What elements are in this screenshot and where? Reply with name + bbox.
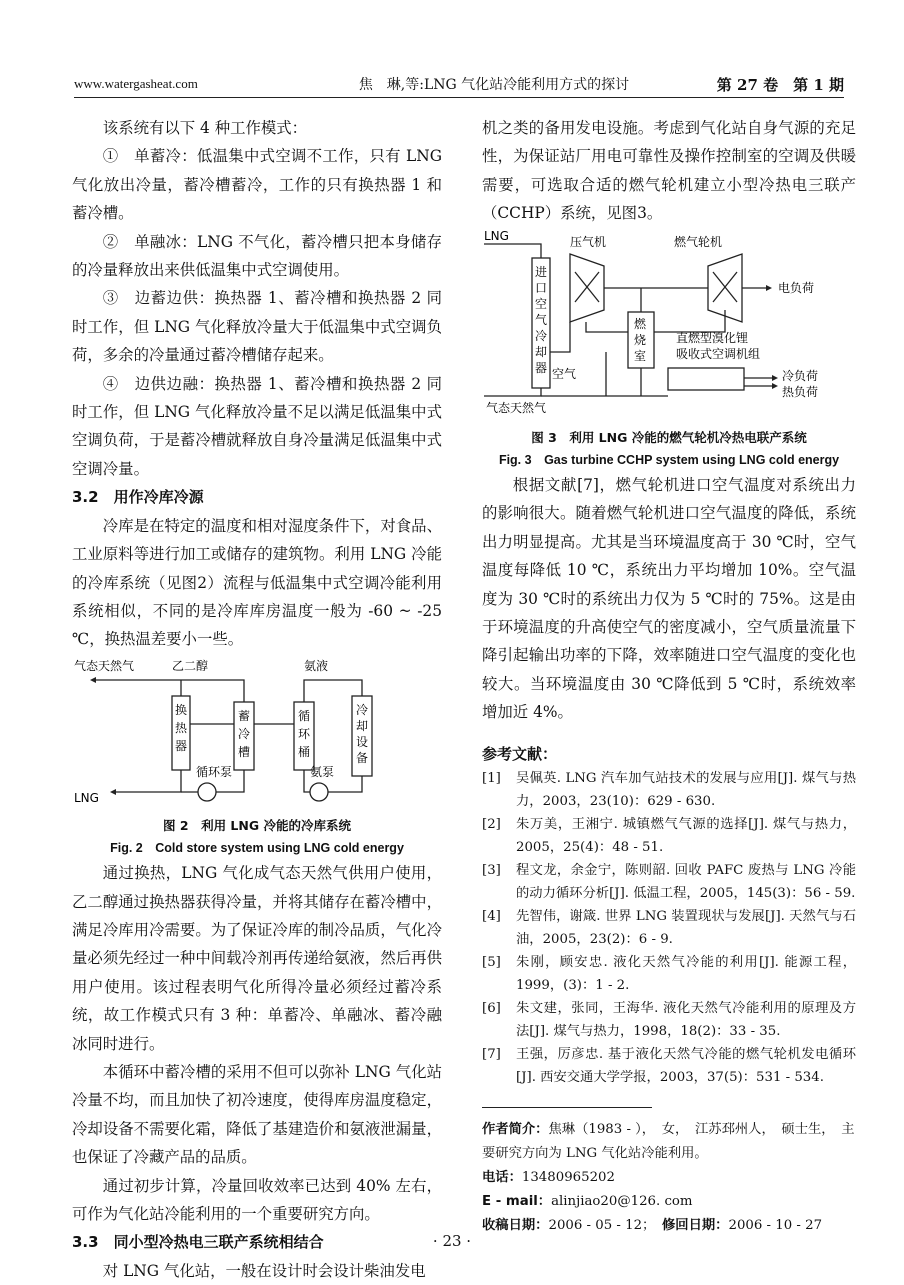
left-paragraph-2: 本循环中蓄冷槽的采用不但可以弥补 LNG 气化站冷量不均，而且加快了初冷速度，使得库房温度稳定，冷却设备不需要化霜，降低了基建造价和氨液泄漏量，也保证了冷藏产品的品质。 bbox=[72, 1062, 442, 1167]
running-header bbox=[74, 74, 844, 98]
fig2-lng: LNG bbox=[74, 790, 99, 805]
figure-3 bbox=[482, 228, 856, 471]
ammonia-pump-icon bbox=[310, 783, 328, 801]
fig2-label-glycol: 乙二醇 bbox=[172, 658, 209, 673]
fig3-heat: 热负荷 bbox=[782, 384, 819, 399]
author-rule bbox=[482, 1107, 652, 1108]
fig2-pump2: 氨泵 bbox=[310, 764, 335, 779]
fig3-cooler-2: 口 bbox=[535, 280, 548, 295]
circulation-pump-icon bbox=[198, 783, 216, 801]
mode-4: ④ 边供边融：换热器 1、蓄冷槽和换热器 2 同时工作，但 LNG 气化释放冷量不足以满足低温集中式空调负荷，于是蓄冷槽就释放自身冷量满足低温集中式空调冷量。 bbox=[72, 374, 442, 478]
fig2-circ-2: 环 bbox=[298, 726, 311, 741]
fig2-hx-3: 器 bbox=[175, 738, 188, 753]
fig3-caption: 图 3 利用 LNG 冷能的燃气轮机冷热电联产系统 bbox=[531, 430, 807, 446]
left-paragraph-3: 通过初步计算，冷量回收效率已达到 40% 左右，可作为气化站冷能利用的一个重要研究方向。 bbox=[72, 1176, 442, 1223]
header-rule bbox=[74, 97, 844, 98]
reference-item: [7] 王强，厉彦忠. 基于液化天然气冷能的燃气轮机发电循环[J]. 西安交通大学学报，2003，37(5)：531 - 534. bbox=[482, 1046, 856, 1085]
fig2-circ-3: 桶 bbox=[298, 744, 311, 759]
reference-item: [3] 程文龙，余金宁，陈则韶. 回收 PAFC 废热与 LNG 冷能的动力循环分析[J]. 低温工程，2005，145(3)：56 - 59. bbox=[482, 862, 856, 901]
left-column bbox=[72, 114, 442, 1285]
dates: 收稿日期：2006 - 05 - 12； 修回日期：2006 - 10 - 27 bbox=[482, 1217, 823, 1233]
fig3-compressor: 压气机 bbox=[570, 234, 607, 249]
fig3-chiller-line2: 吸收式空调机组 bbox=[676, 346, 761, 361]
fig3-caption-en: Fig. 3 Gas turbine CCHP system using LNG cold energy bbox=[498, 453, 840, 468]
fig3-cooler-6: 却 bbox=[535, 344, 548, 359]
fig3-lng: LNG bbox=[484, 228, 509, 243]
reference-item: [4] 先智伟，谢箴. 世界 LNG 装置现状与发展[J]. 天然气与石油，2005，23(2)：6 - 9. bbox=[482, 908, 856, 947]
fig3-cooler-7: 器 bbox=[535, 360, 548, 375]
page-number: · 23 · bbox=[432, 1232, 472, 1250]
section-3-3-heading: 3.3 同小型冷热电三联产系统相结合 bbox=[72, 1233, 324, 1252]
right-column bbox=[482, 114, 856, 1238]
fig2-hx-1: 换 bbox=[175, 702, 188, 717]
fig3-cold: 冷负荷 bbox=[782, 368, 819, 383]
references-title: 参考文献： bbox=[482, 744, 558, 763]
fig2-label-gas: 气态天然气 bbox=[74, 658, 135, 673]
author-info bbox=[482, 1118, 856, 1238]
fig3-air: 空气 bbox=[552, 366, 577, 381]
fig2-label-ammonia: 氨液 bbox=[304, 658, 329, 673]
author-phone: 电话：13480965202 bbox=[482, 1169, 615, 1185]
cold-store-diagram bbox=[72, 654, 442, 806]
volume-issue: 第 27 卷 第 1 期 bbox=[716, 76, 844, 94]
fig3-elec: 电负荷 bbox=[778, 280, 815, 295]
website-url: www.watergasheat.com bbox=[74, 76, 198, 91]
modes-intro: 该系统有以下 4 种工作模式： bbox=[102, 119, 308, 137]
fig2-tank-2: 冷 bbox=[238, 726, 251, 741]
fig3-comb-2: 烧 bbox=[634, 332, 647, 347]
section-3-2-paragraph: 冷库是在特定的温度和相对湿度条件下，对食品、工业原料等进行加工或储存的建筑物。利用 LNG 冷能的冷库系统（见图2）流程与低温集中式空调冷能利用系统相似，不同的是冷库库房温度一般为 -60 ~ -25 ℃，换热温差要小一些。 bbox=[72, 516, 442, 649]
fig3-chiller-line1: 直燃型溴化锂 bbox=[676, 330, 749, 345]
mode-2: ② 单融冰：LNG 不气化，蓄冷槽只把本身储存的冷量释放出来供低温集中式空调使用。 bbox=[72, 232, 442, 280]
fig3-cooler-3: 空 bbox=[535, 296, 548, 311]
mode-1: ① 单蓄冷：低温集中式空调不工作，只有 LNG 气化放出冷量，蓄冷槽蓄冷，工作的只有换热器 1 和蓄冷槽。 bbox=[72, 147, 442, 223]
chiller-box bbox=[668, 368, 744, 390]
right-paragraph-0: 机之类的备用发电设施。考虑到气化站自身气源的充足性，为保证站厂用电可靠性及操作控制室的空调及供暖需要，可选取合适的燃气轮机建立小型冷热电三联产（CCHP）系统，见图3。 bbox=[482, 119, 856, 223]
fig2-hx-2: 热 bbox=[175, 720, 188, 735]
left-paragraph-1: 通过换热，LNG 气化成气态天然气供用户使用，乙二醇通过换热器获得冷量，并将其储存在蓄冷槽中，满足冷库用冷需要。为了保证冷库的制冷品质，气化冷量必须先经过一种中间载冷剂再传递给氨液，然后再供用户使用。该过程表明气化所得冷量必须经过蓄冷系统，故工作模式只有 3 种：单蓄冷、单融冰、蓄冷融冰同时进行。 bbox=[72, 864, 442, 1053]
reference-item: [1] 吴佩英. LNG 汽车加气站技术的发展与应用[J]. 煤气与热力，2003，23(10)：629 - 630. bbox=[482, 770, 856, 809]
fig3-comb-1: 燃 bbox=[634, 316, 647, 331]
fig2-cool-1: 冷 bbox=[356, 702, 369, 717]
reference-item: [6] 朱文建，张同，王海华. 液化天然气冷能利用的原理及方法[J]. 煤气与热力，1998，18(2)：33 - 35. bbox=[482, 1000, 856, 1039]
section-3-2-heading: 3.2 用作冷库冷源 bbox=[72, 488, 204, 507]
fig2-caption: 图 2 利用 LNG 冷能的冷库系统 bbox=[163, 818, 351, 834]
fig3-cooler-4: 气 bbox=[535, 312, 548, 327]
fig3-cooler-1: 进 bbox=[535, 264, 548, 279]
fig2-cool-2: 却 bbox=[356, 718, 369, 733]
fig3-turbine: 燃气轮机 bbox=[674, 234, 723, 249]
header-title: 焦 琳,等:LNG 气化站冷能利用方式的探讨 bbox=[358, 77, 630, 93]
fig3-gas: 气态天然气 bbox=[486, 400, 547, 415]
reference-item: [2] 朱万美，王湘宁. 城镇燃气气源的选择[J]. 煤气与热力，2005，25(4)：48 - 51. bbox=[482, 816, 856, 855]
fig3-comb-3: 室 bbox=[634, 348, 647, 363]
figure-2 bbox=[72, 654, 442, 859]
fig2-cool-4: 备 bbox=[356, 750, 369, 765]
left-paragraph-4: 对 LNG 气化站，一般在设计时会设计柴油发电 bbox=[102, 1261, 426, 1280]
fig2-circ-1: 循 bbox=[298, 708, 311, 723]
fig3-cooler-5: 冷 bbox=[535, 328, 548, 343]
reference-item: [5] 朱刚，顾安忠. 液化天然气冷能的利用[J]. 能源工程，1999，(3)：1 - 2. bbox=[482, 954, 856, 993]
fig2-pump1: 循环泵 bbox=[196, 764, 233, 779]
author-bio: 作者简介：焦琳（1983 - ）， 女， 江苏邳州人， 硕士生， 主要研究方向为 LNG 气化站冷能利用。 bbox=[482, 1121, 855, 1161]
fig2-tank-1: 蓄 bbox=[238, 708, 251, 723]
fig2-caption-en: Fig. 2 Cold store system using LNG cold energy bbox=[110, 841, 404, 856]
fig2-cool-3: 设 bbox=[356, 734, 369, 749]
references-list bbox=[482, 767, 856, 1089]
mode-3: ③ 边蓄边供：换热器 1、蓄冷槽和换热器 2 同时工作，但 LNG 气化释放冷量大于低温集中式空调负荷，多余的冷量通过蓄冷槽储存起来。 bbox=[72, 289, 442, 365]
fig2-tank-3: 槽 bbox=[238, 744, 251, 759]
right-paragraph-1: 根据文献[7]，燃气轮机进口空气温度对系统出力的影响很大。随着燃气轮机进口空气温度的降低，系统出力明显提高。尤其是当环境温度高于 30 ℃时，空气温度每降低 10 ℃，系统出力平均增加 10%。空气温度为 30 ℃时的系统出力仅为 5 ℃时的 75%。这是由于环境温度的升高使空气的密度减小，空气质量流量下降引起输出功率的下降，效率随进口空气温度的变化也较大。当环境温度由 30 ℃降低到 5 ℃时，系统效率增加近 4%。 bbox=[482, 476, 856, 722]
cchp-diagram bbox=[482, 228, 856, 418]
author-email: E - mail：alinjiao20@126. com bbox=[482, 1193, 693, 1209]
